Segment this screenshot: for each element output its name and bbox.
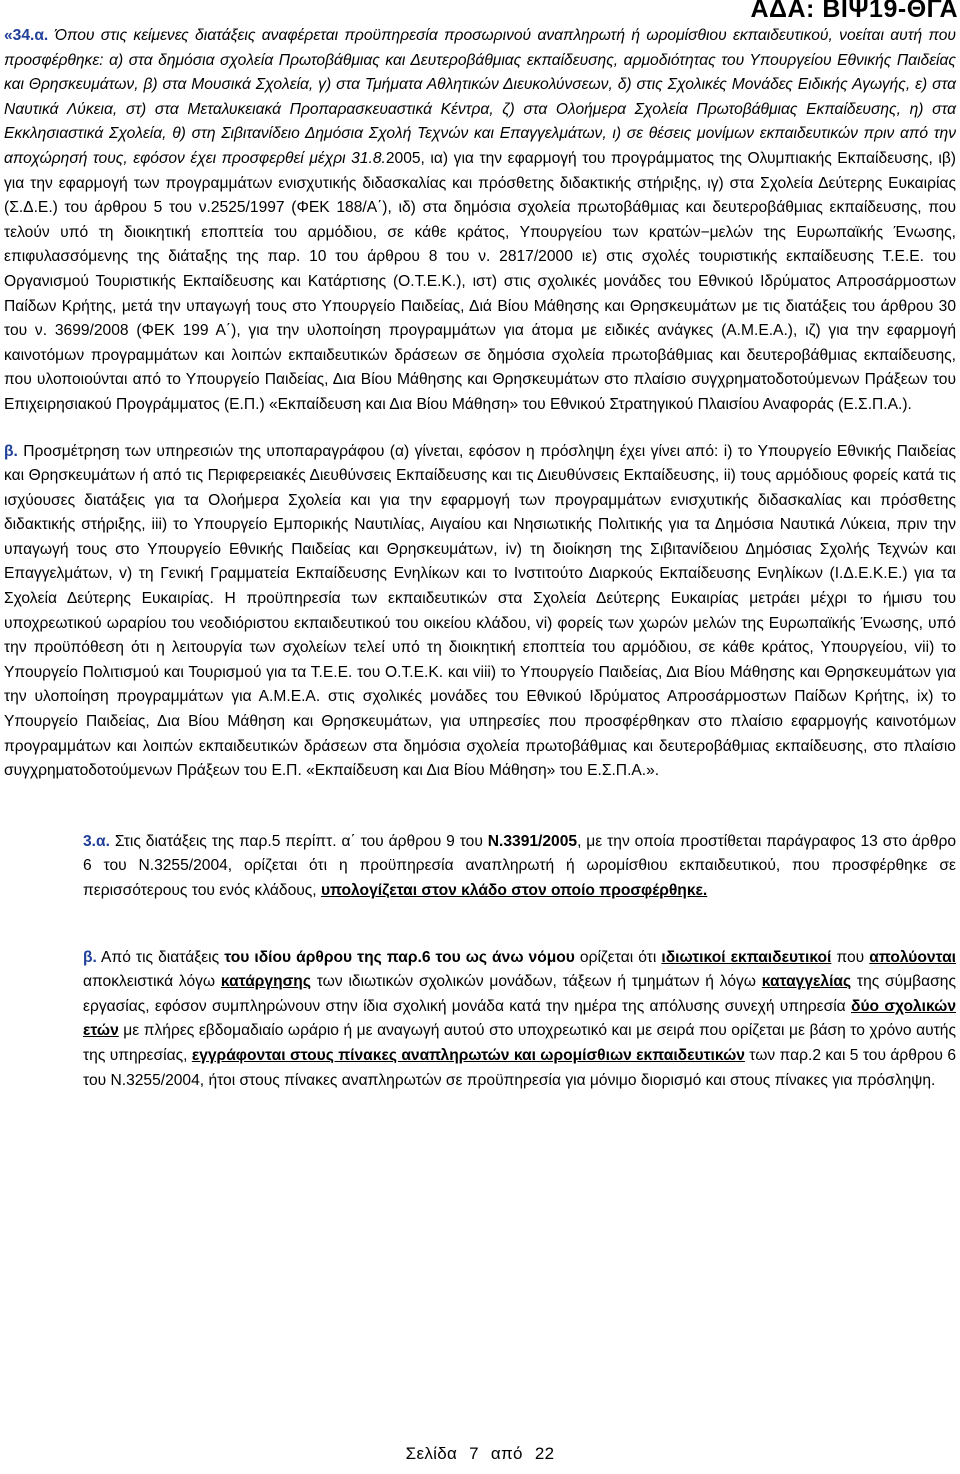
page-number: 7 <box>469 1444 479 1463</box>
page-label: Σελίδα <box>405 1444 458 1463</box>
page-total: 22 <box>534 1444 555 1463</box>
of-label: από <box>490 1444 523 1463</box>
text-run: Από τις διατάξεις <box>96 948 225 966</box>
paragraph-label: β. <box>83 948 97 966</box>
paragraph-3a <box>4 830 956 904</box>
text-run: ορίζεται ότι <box>574 948 662 966</box>
paragraph-3b <box>4 946 956 1094</box>
paragraph-text-continued: 2005, ια) για την εφαρμογή του προγράμματος της Ολυμπιακής Εκπαίδευσης, ιβ) για την εφαρμογή των προγραμμάτων ενισχυτικής διδασκαλίας και πρόσθετης διδακτικής στήριξης, ιγ) στα Σχολεία Δεύτερης Ευκαιρίας (Σ.Δ.Ε.) του άρθρου 5 του ν.2525/1997 (ΦΕΚ 188/Α΄), ιδ) στα δημόσια σχολεία πρωτοβάθμιας και δευτεροβάθμιας εκπαίδευσης, που τελούν υπό τη διοικητική εποπτεία του αρμόδιου, σε κάθε κράτος, Υπουργείου των κρατών−μελών της Ευρωπαϊκής Ένωσης, επιφυλασσόμενης της διάταξης της παρ. 10 του άρθρου 8 του ν. 2817/2000 ιε) στις σχολές τουριστικής εκπαίδευσης Τ.Ε.Ε. του Οργανισμού Τουριστικής Εκπαίδευσης και Κατάρτισης (Ο.Τ.Ε.Κ.), ιστ) στις σχολικές μονάδες του Εθνικού Ιδρύματος Απροσάρμοστων Παίδων Κρήτης, μετά την υπαγωγή τους στο Υπουργείο Παιδείας, Διά Βίου Μάθησης και Θρησκευμάτων με τις διατάξεις του άρθρου 30 του ν. 3699/2008 (ΦΕΚ 199 Α΄), για την υλοποίηση προγραμμάτων για άτομα με ειδικές ανάγκες (Α.Μ.Ε.Α.), ιζ) για την εφαρμογή καινοτόμων προγραμμάτων και λοιπών εκπαιδευτικών δράσεων σε δημόσια σχολεία πρωτοβάθμιας και δευτεροβάθμιας εκπαίδευσης, που υλοποιούνται από το Υπουργείο Παιδείας, Δια Βίου Μάθησης και Θρησκευμάτων στο πλαίσιο συγχρηματοδοτούμενων Πράξεων του Επιχειρησιακού Προγράμματος (Ε.Π.) «Εκπαίδευση και Δια Βίου Μάθηση» του Εθνικού Στρατηγικού Πλαισίου Αναφοράς (Ε.Σ.Π.Α.). <box>4 149 956 413</box>
paragraph-text: Προσμέτρηση των υπηρεσιών της υποπαραγράφου (α) γίνεται, εφόσον η πρόσληψη έχει γίνει από: i) το Υπουργείο Εθνικής Παιδείας και Θρησκευμάτων ή από τις Περιφερειακές Διευθύνσεις Εκπαίδευσης και τις Διευθύνσεις Εκπαίδευσης, ii) τους αρμόδιους φορείς κατά τις ισχύουσες διατάξεις για τα Ολοήμερα Σχολεία και για την εφαρμογή των προγραμμάτων ενισχυτικής διδασκαλίας και πρόσθετης διδακτικής στήριξης, iii) το Υπουργείο Εμπορικής Ναυτιλίας, Αιγαίου και Νησιωτικής Πολιτικής για τα Δημόσια Ναυτικά Λύκεια, πριν την υπαγωγή τους στο Υπουργείο Εθνικής Παιδείας και Θρησκευμάτων, iv) τη διοίκηση της Σιβιτανίδειου Δημόσιας Σχολής Τεχνών και Επαγγελμάτων, v) τη Γενική Γραμματεία Εκπαίδευσης Ενηλίκων και το Ινστιτούτο Διαρκούς Εκπαίδευσης Ενηλίκων (Ι.Δ.Ε.Κ.Ε.) για τα Σχολεία Δεύτερης Ευκαιρίας. Η προϋπηρεσία των εκπαιδευτικών στα Σχολεία Δεύτερης Ευκαιρίας μετράει μέχρι το ήμισυ του υποχρεωτικού ωραρίου του νεοδιόριστου εκπαιδευτικού του οικείου κλάδου, vi) φορείς των χωρών μελών της Ευρωπαϊκής Ένωσης, υπό την προϋπόθεση ότι η λειτουργία των σχολείων τελεί υπό τη διοικητική εποπτεία του αρμόδιου, σε κάθε κράτος, Υπουργείου, vii) το Υπουργείο Πολιτισμού και Τουρισμού για τα Τ.Ε.Ε. του Ο.Τ.Ε.Κ. και viii) το Υπουργείο Παιδείας, Δια Βίου Μάθησης και Θρησκευμάτων για την υλοποίηση προγραμμάτων για Α.Μ.Ε.Α. στις σχολικές μονάδες του Εθνικού Ιδρύματος Απροσάρμοστων Παίδων Κρήτης, ix) το Υπουργείο Παιδείας, Δια Βίου Μάθηση και Θρησκευμάτων, για υπηρεσίες που προσφέρθηκαν στο πλαίσιο εφαρμογής καινοτόμων προγραμμάτων και λοιπών εκπαιδευτικών δράσεων στα δημόσια σχολεία πρωτοβάθμιας και δευτεροβάθμιας εκπαίδευσης, στο πλαίσιο συγχρηματοδοτούμενων Πράξεων του Ε.Π. «Εκπαίδευση και Δια Βίου Μάθηση» του Ε.Σ.Π.Α.». <box>4 442 956 780</box>
text-run: Στις διατάξεις της παρ.5 περίπτ. α΄ του άρθρου 9 του <box>109 832 488 850</box>
paragraph-label: «34.α. <box>4 27 49 44</box>
underlined-text: εγγράφονται στους πίνακες αναπληρωτών και ωρομίσθιων εκπαιδευτικών <box>191 1046 745 1064</box>
underlined-text: ιδιωτικοί εκπαιδευτικοί <box>661 948 832 966</box>
underlined-text: καταγγελίας <box>761 973 852 991</box>
text-run: της σύμβασης εργασίας, εφόσον συμπληρώνουν στην ίδια σχολική μονάδα κατά την ημέρα της απόλυσης συνεχή υπηρεσία <box>83 973 956 1015</box>
page-footer <box>0 1444 960 1464</box>
paragraph-34a <box>4 24 956 418</box>
underlined-text: κατάργησης <box>220 973 311 991</box>
paragraph-beta <box>4 440 956 784</box>
text-run: με πλήρες εβδομαδιαίο ωράριο ή με αναγωγή αυτού στο υποχρεωτικό και με σειρά που ορίζεται με βάση το χρόνο αυτής της υπηρεσίας, <box>83 1022 956 1064</box>
underlined-text: δύο σχολικών ετών <box>83 997 956 1040</box>
text-run: που <box>831 948 870 966</box>
text-run: των ιδιωτικών σχολικών μονάδων, τάξεων ή τμημάτων ή λόγω <box>310 973 762 991</box>
text-run: των παρ.2 και 5 του άρθρου 6 του Ν.3255/2004, ήτοι στους πίνακες αναπληρωτών σε προϋπηρεσία για μόνιμο διορισμό και στους πίνακες για πρόσληψη. <box>83 1046 956 1089</box>
text-run: , με την οποία προστίθεται παράγραφος 13 στο άρθρο 6 του Ν.3255/2004, ορίζεται ότι η προϋπηρεσία αναπληρωτή ή ωρομίσθιου εκπαιδευτικού, που προσφέρθηκε σε περισσότερους του ενός κλάδους, <box>83 832 956 899</box>
document-body <box>4 24 956 1093</box>
ada-code: ΑΔΑ: ΒΙΨ19-ΘΓΑ <box>750 0 958 23</box>
paragraph-text: Όπου στις κείμενες διατάξεις αναφέρεται προϋπηρεσία προσωρινού αναπληρωτή ή ωρομίσθιου εκπαιδευτικού, νοείται αυτή που προσφέρθηκε: α) στα δημόσια σχολεία Πρωτοβάθμιας και Δευτεροβάθμιας εκπαίδευσης, αρμοδιότητας του Υπουργείου Εθνικής Παιδείας και Θρησκευμάτων, β) στα Μουσικά Σχολεία, γ) στα Τμήματα Αθλητικών Διευκολύνσεων, δ) στις Σχολικές Μονάδες Ειδικής Αγωγής, ε) στα Ναυτικά Λύκεια, στ) στα Μεταλυκειακά Προπαρασκευαστικά Κέντρα, ζ) στα Ολοήμερα Σχολεία Πρωτοβάθμιας Εκπαίδευσης, η) στα Εκκλησιαστικά Σχολεία, θ) στη Σιβιτανίδειο Δημόσια Σχολή Τεχνών και Επαγγελμάτων, ι) σε θέσεις μονίμων εκπαιδευτικών πριν από την αποχώρησή τους, εφόσον έχει προσφερθεί μέχρι 31.8. <box>4 27 956 167</box>
law-reference: Ν.3391/2005 <box>487 832 578 850</box>
paragraph-label: β. <box>4 442 18 460</box>
underlined-text: υπολογίζεται στον κλάδο στον οποίο προσφέρθηκε. <box>320 882 708 899</box>
bold-text: του ιδίου άρθρου της παρ.6 του ως άνω νόμου <box>224 948 575 966</box>
underlined-text: απολύονται <box>869 948 957 966</box>
paragraph-label: 3.α. <box>83 832 110 850</box>
text-run: αποκλειστικά λόγω <box>83 973 221 991</box>
